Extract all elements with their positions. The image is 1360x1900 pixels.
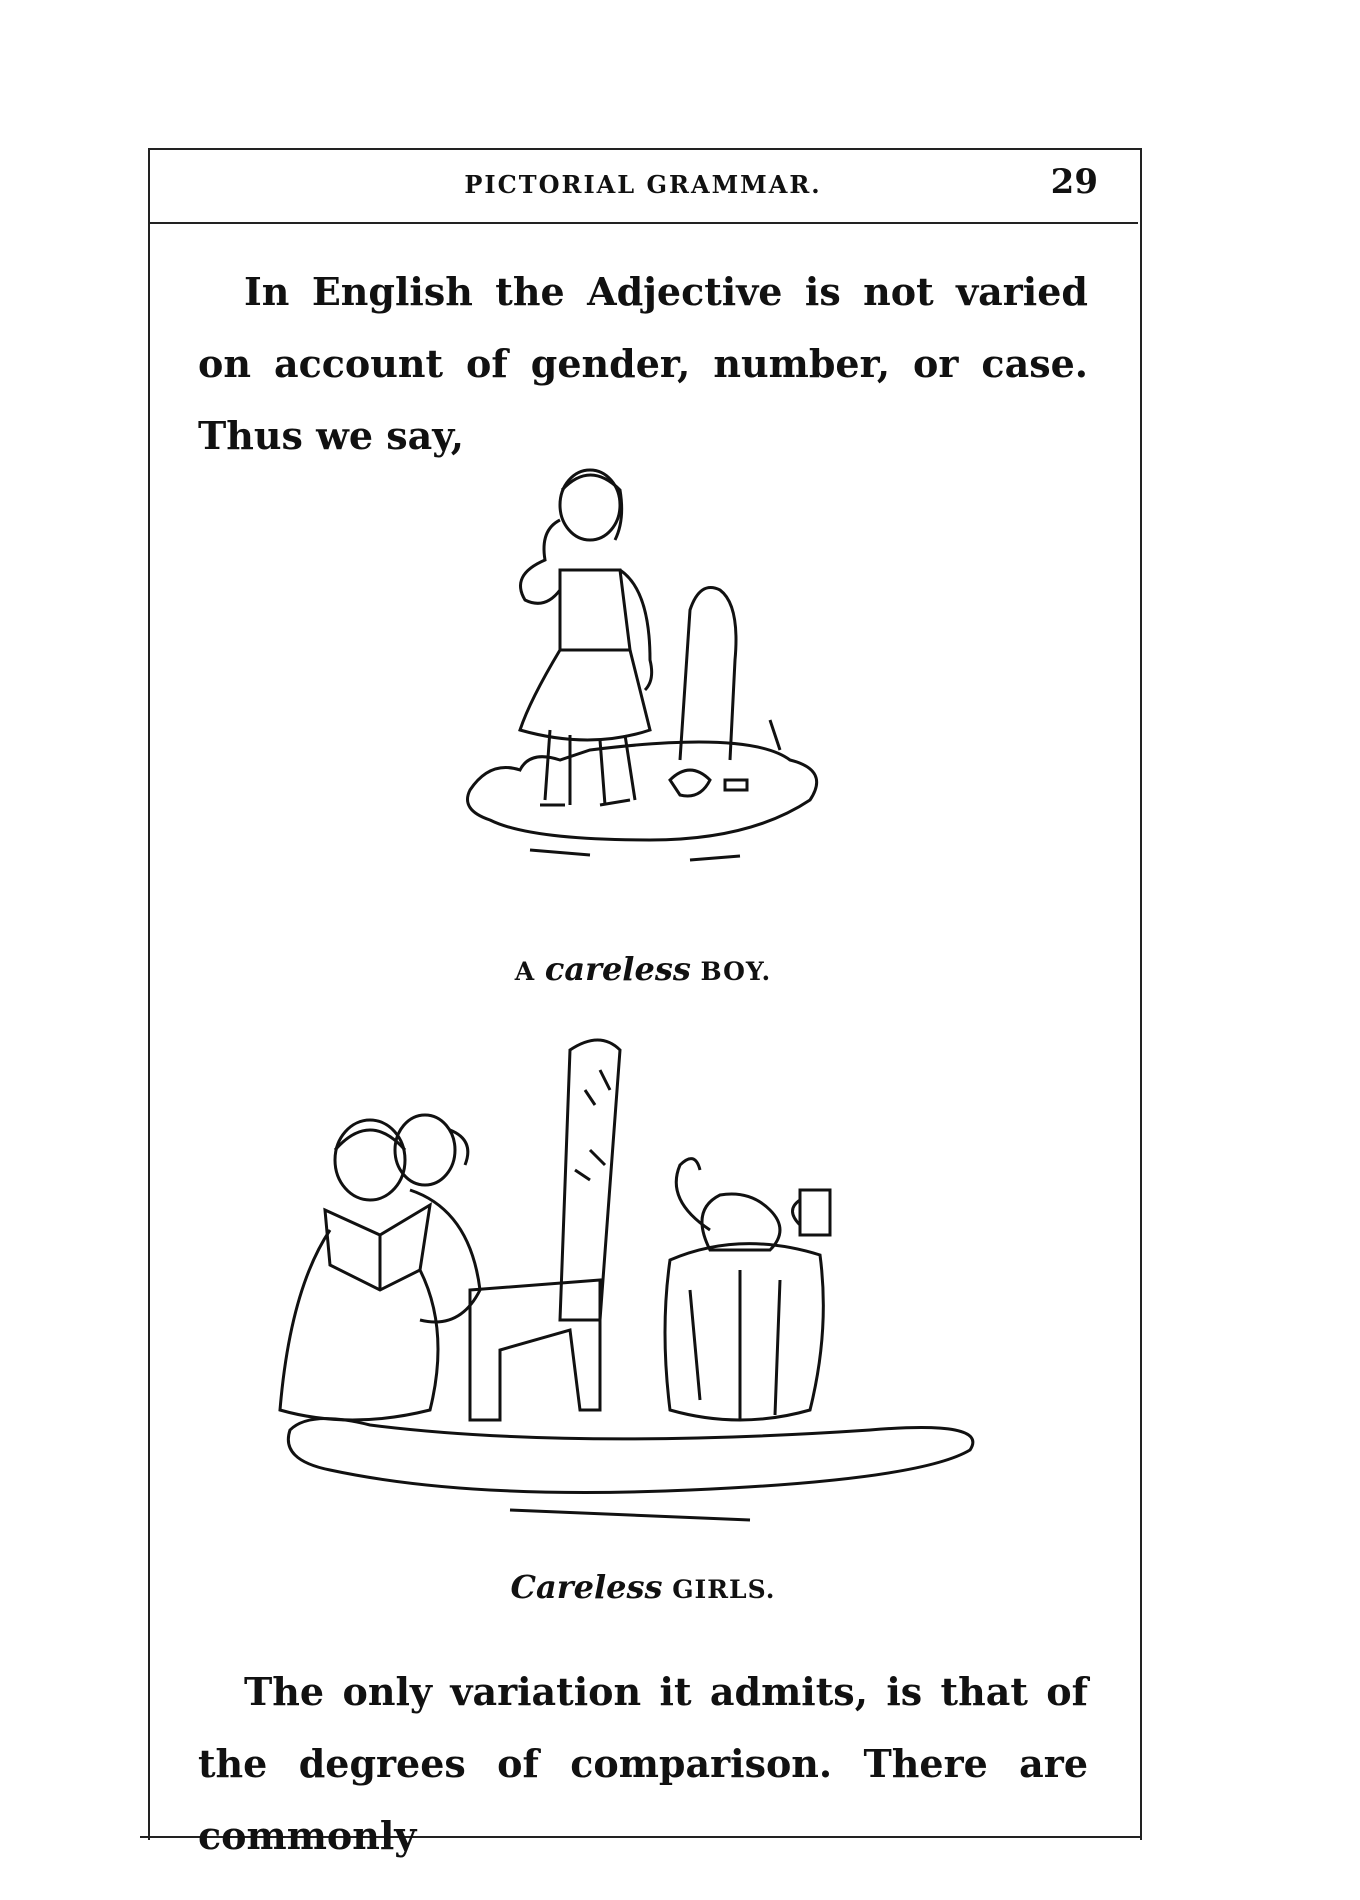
careless-girls-illustration xyxy=(270,1030,1010,1540)
figure-2-caption-post: GIRLS. xyxy=(662,1575,776,1604)
paragraph-2-text: The only variation it admits, is that of the degrees of comparison. There are commonly xyxy=(198,1669,1088,1858)
page-number: 29 xyxy=(1050,162,1098,202)
paragraph-1-text: In English the Adjective is not varied on account of gender, number, or case. Thus we say, xyxy=(198,269,1088,458)
running-title: PICTORIAL GRAMMAR. xyxy=(464,170,822,199)
figure-1-caption xyxy=(148,950,1138,988)
careless-boy-illustration xyxy=(450,460,870,920)
figure-1-caption-post: BOY. xyxy=(690,957,772,986)
figure-2-caption xyxy=(148,1568,1138,1606)
paragraph-1 xyxy=(198,256,1088,472)
page-header xyxy=(148,148,1138,224)
paragraph-2 xyxy=(198,1656,1088,1872)
figure-1-caption-italic: careless xyxy=(544,950,691,988)
figure-2-caption-italic: Careless xyxy=(510,1568,663,1606)
figure-1-caption-pre: A xyxy=(514,957,545,986)
